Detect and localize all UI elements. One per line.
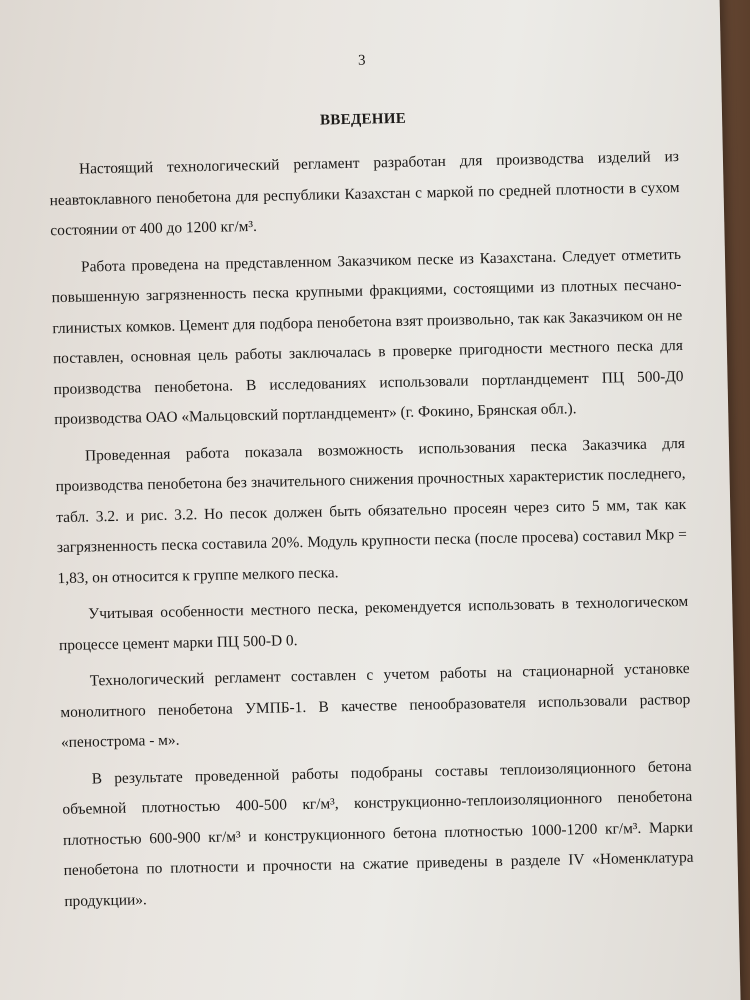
- page-content: [47, 39, 695, 923]
- paragraph-cement-recommendation: Учитывая особенности местного песка, рекомендуется использовать в технологическом процессе цемент марки ПЦ 500-D 0.: [58, 592, 689, 654]
- paragraph-results-sand: Проведенная работа показала возможность использования песка Заказчика для производства пенобетона без значительного снижения прочностных характеристик последнего, табл. 3.2. и рис. 3.2. Но песок должен быть обязательно просеян через сито 5 мм, так как загрязненность песка составила 20%. Модуль крупности песка (после просева) составил Мкр = 1,83, он относится к группе мелкого песка.: [55, 434, 687, 587]
- paragraph-compositions: В результате проведенной работы подобраны составы теплоизоляционного бетона объемной плотностью 400-500 кг/м³, конструкционно-теплоизоляционного пенобетона плотностью 600-900 кг/м³ и конструкционного бетона плотностью 1000-1200 кг/м³. Марки пенобетона по плотности и прочности на сжатие приведены в разделе IV «Номенклатура продукции».: [62, 757, 694, 910]
- paragraph-work-sand: Работа проведена на представленном Заказчиком песке из Казахстана. Следует отметить повышенную загрязненность песка крупными фракциями, состоящими из плотных песчано-глинистых комков. Цемент для подбора пенобетона взят произвольно, так как Заказчиком он не поставлен, основная цель работы заключалась в проверке пригодности местного песка для производства пенобетона. В исследованиях использовали портландцемент ПЦ 500-Д0 производства ОАО «Мальцовский портландцемент» (г. Фокино, Брянская обл.).: [51, 245, 684, 429]
- section-title: ВВЕДЕНИЕ: [319, 110, 407, 129]
- paragraph-equipment: Технологический регламент составлен с учетом работы на стационарной установке монолитного пенобетона УМПБ-1. В качестве пенообразователя использовали раствор «пенострома - м».: [60, 659, 691, 752]
- page-number: 3: [357, 52, 366, 69]
- paragraph-intro: Настоящий технологический регламент разработан для производства изделий из неавтоклавного пенобетона для республики Казахстан с маркой по средней плотности в сухом состоянии от 400 до 1200 кг/м³.: [49, 148, 680, 240]
